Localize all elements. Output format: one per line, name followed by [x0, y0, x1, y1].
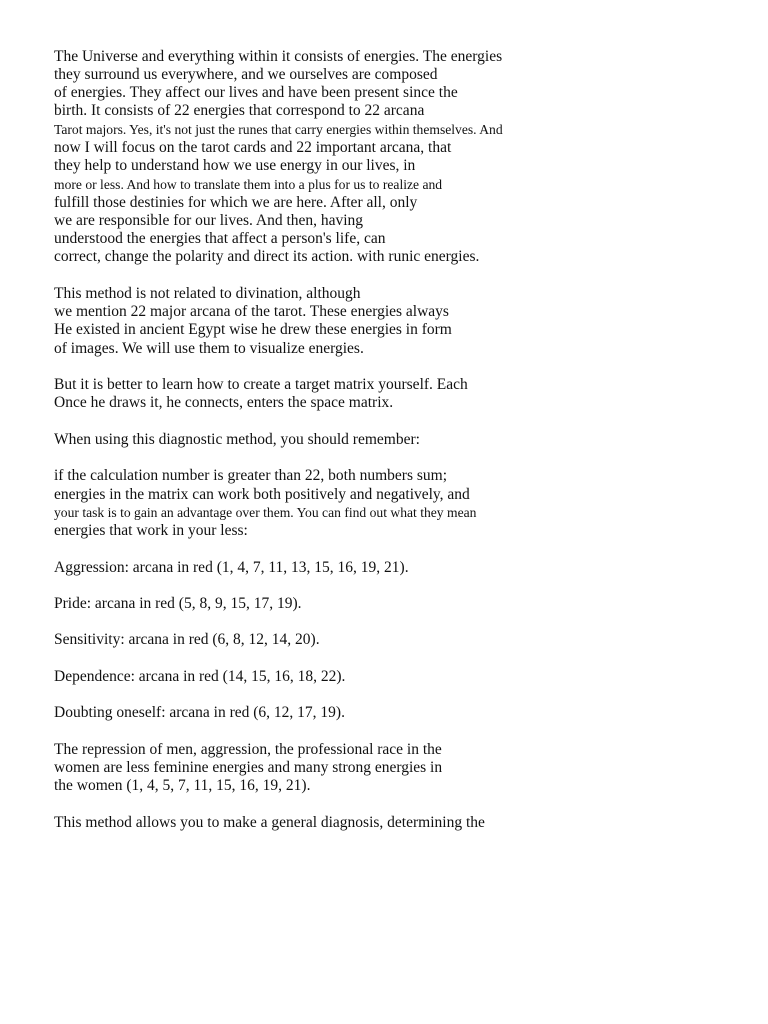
- text-line: now I will focus on the tarot cards and 22 important arcana, that: [54, 139, 452, 156]
- text-line: But it is better to learn how to create a target matrix yourself. Each: [54, 376, 468, 393]
- text-line: more or less. And how to translate them into a plus for us to realize and: [54, 177, 443, 192]
- text-line: energies that work in your less:: [54, 522, 248, 539]
- text-line: we are responsible for our lives. And then, having: [54, 212, 364, 229]
- text-line: they help to understand how we use energy in our lives, in: [54, 157, 416, 174]
- text-line: energies in the matrix can work both positively and negatively, and: [54, 486, 470, 503]
- arcana-doubting-oneself: Doubting oneself: arcana in red (6, 12, 17, 19).: [54, 704, 345, 721]
- text-line: The Universe and everything within it consists of energies. The energies: [54, 48, 503, 65]
- text-line: When using this diagnostic method, you should remember:: [54, 431, 420, 448]
- text-line: understood the energies that affect a person's life, can: [54, 230, 386, 247]
- text-line: women are less feminine energies and many strong energies in: [54, 759, 443, 776]
- text-line: Tarot majors. Yes, it's not just the runes that carry energies within themselves. And: [54, 122, 503, 137]
- arcana-aggression: Aggression: arcana in red (1, 4, 7, 11, 13, 15, 16, 19, 21).: [54, 559, 409, 576]
- arcana-sensitivity: Sensitivity: arcana in red (6, 8, 12, 14, 20).: [54, 631, 320, 648]
- text-line: This method allows you to make a general diagnosis, determining the: [54, 814, 485, 831]
- text-line: Once he draws it, he connects, enters the space matrix.: [54, 394, 394, 411]
- arcana-dependence: Dependence: arcana in red (14, 15, 16, 18, 22).: [54, 668, 346, 685]
- text-line: of energies. They affect our lives and have been present since the: [54, 84, 458, 101]
- text-line: birth. It consists of 22 energies that correspond to 22 arcana: [54, 102, 425, 119]
- text-line: correct, change the polarity and direct its action. with runic energies.: [54, 248, 480, 265]
- text-line: The repression of men, aggression, the professional race in the: [54, 741, 442, 758]
- text-line: of images. We will use them to visualize energies.: [54, 340, 364, 357]
- text-line: they surround us everywhere, and we ourselves are composed: [54, 66, 438, 83]
- text-line: fulfill those destinies for which we are here. After all, only: [54, 194, 418, 211]
- arcana-pride: Pride: arcana in red (5, 8, 9, 15, 17, 19).: [54, 595, 302, 612]
- text-line: if the calculation number is greater than 22, both numbers sum;: [54, 467, 447, 484]
- text-line: your task is to gain an advantage over them. You can find out what they mean: [54, 505, 477, 520]
- text-line: He existed in ancient Egypt wise he drew these energies in form: [54, 321, 452, 338]
- text-line: the women (1, 4, 5, 7, 11, 15, 16, 19, 21).: [54, 777, 311, 794]
- text-line: This method is not related to divination, although: [54, 285, 361, 302]
- text-line: we mention 22 major arcana of the tarot. These energies always: [54, 303, 449, 320]
